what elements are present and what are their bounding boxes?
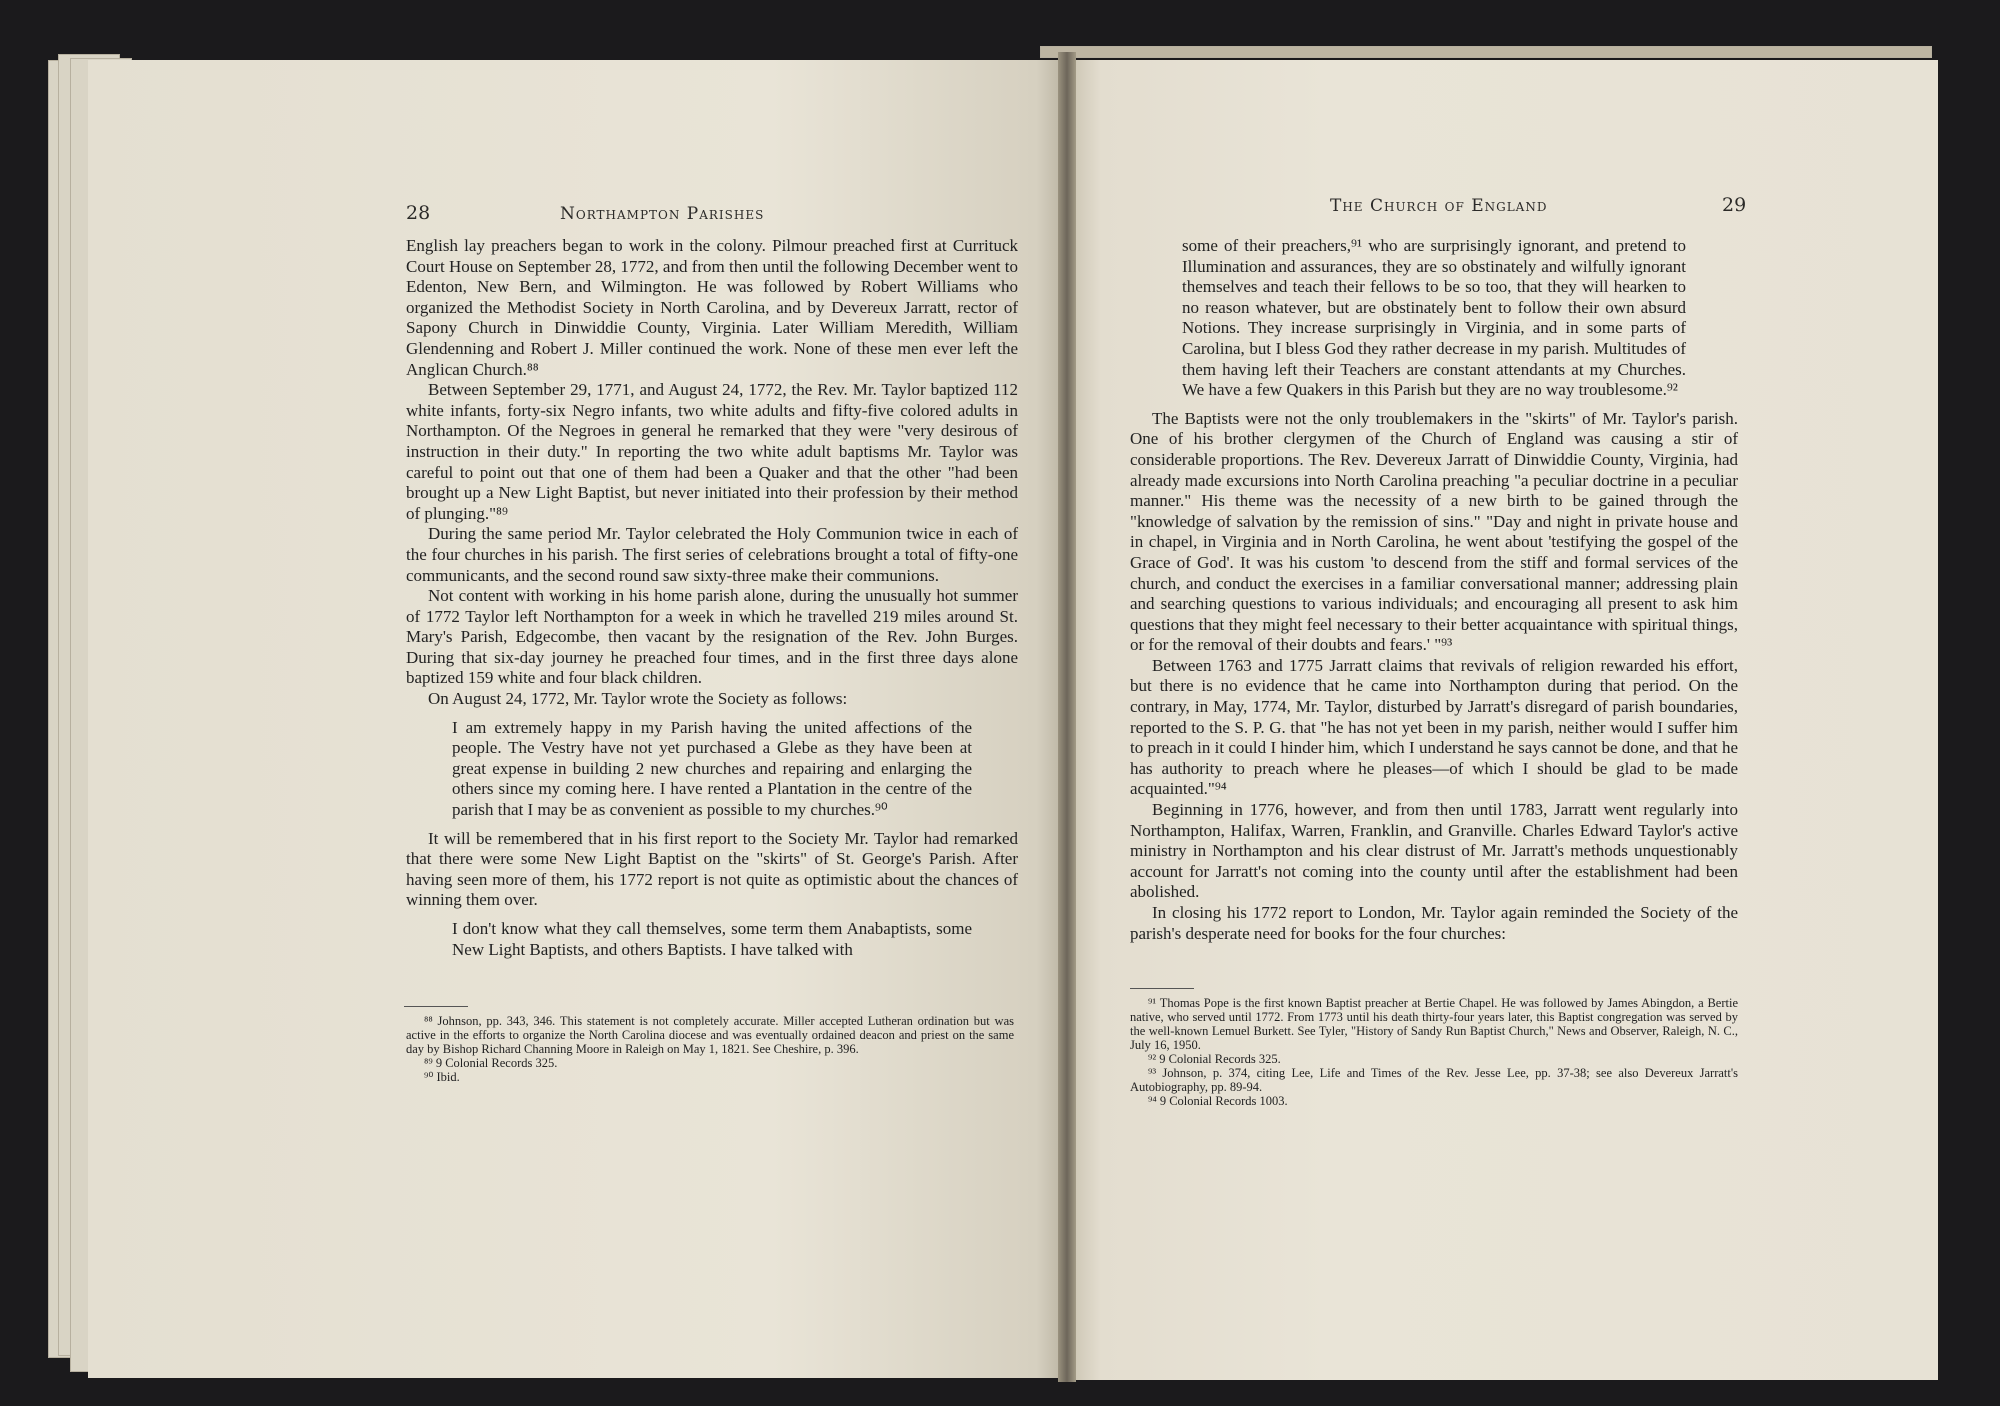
paragraph: During the same period Mr. Taylor celebrated the Holy Communion twice in each of the four churches in his parish. The first series of celebrations brought a total of fifty-one communicants, and the second round saw sixty-three make their communions.	[406, 524, 1018, 585]
footnote: ⁸⁸ Johnson, pp. 343, 346. This statement is not completely accurate. Miller accepted Lutheran ordination but was active in the efforts to organize the North Carolina diocese and was eventually ordained deacon and priest on the same day by Bishop Richard Channing Moore in Raleigh on May 1, 1821. See Cheshire, p. 396.	[406, 1014, 1014, 1056]
page-number: 29	[1722, 194, 1747, 216]
right-body-text	[1130, 236, 1738, 944]
paragraph: Between 1763 and 1775 Jarratt claims that revivals of religion rewarded his effort, but there is no evidence that he came into Northampton during that period. On the contrary, in May, 1774, Mr. Taylor, disturbed by Jarratt's disregard of parish boundaries, reported to the S. P. G. that "he has not yet been in my parish, neither would I suffer him to preach in it could I hinder him, which I understand he says cannot be done, and that he has authority to preach where he pleases—of which I should be glad to be made acquainted."⁹⁴	[1130, 655, 1738, 799]
right-footnotes	[1130, 996, 1738, 1108]
quote-text: some of their preachers,⁹¹ who are surprisingly ignorant, and pretend to Illumination and assurances, they are so obstinately and wilfully ignorant themselves and teach their fellows to be so too, that they will hearken to no reason whatever, but are obstinately bent to follow their own absurd Notions. They increase surprisingly in Virginia, and in some parts of Carolina, but I bless God they rather decrease in my parish. Multitudes of them having left their Teachers are constant attendants at my Churches. We have a few Quakers in this Parish but they are no way troublesome.⁹²	[1182, 236, 1686, 400]
block-quote	[452, 919, 972, 960]
block-quote	[1182, 236, 1686, 401]
quote-text: I am extremely happy in my Parish having the united affections of the people. The Vestry have not yet purchased a Glebe as they have been at great expense in building 2 new churches and repairing and enlarging the others since my coming here. I have rented a Plantation in the centre of the parish that I may be as convenient as possible to my churches.⁹⁰	[452, 717, 972, 820]
footnote: ⁹⁰ Ibid.	[424, 1070, 460, 1084]
footnote-rule	[404, 1006, 468, 1007]
paragraph: It will be remembered that in his first report to the Society Mr. Taylor had remarked that there were some New Light Baptist on the "skirts" of St. George's Parish. After having seen more of them, his 1772 report is not quite as optimistic about the chances of winning them over.	[406, 828, 1018, 910]
footnote: ⁹¹ Thomas Pope is the first known Baptist preacher at Bertie Chapel. He was followed by James Abingdon, a Bertie native, who served until 1772. From 1773 until his death thirty-four years later, this Baptist congregation was served by the well-known Lemuel Burkett. See Tyler, "History of Sandy Run Baptist Church," News and Observer, Raleigh, N. C., July 16, 1950.	[1130, 996, 1738, 1052]
paragraph: Beginning in 1776, however, and from then until 1783, Jarratt went regularly into Northampton, Halifax, Warren, Franklin, and Granville. Charles Edward Taylor's active ministry in Northampton and his clear distrust of Mr. Jarratt's methods unquestionably account for Jarratt's not coming into the county until after the establishment had been abolished.	[1130, 800, 1738, 902]
paragraph: Not content with working in his home parish alone, during the unusually hot summer of 1772 Taylor left Northampton for a week in which he travelled 219 miles around St. Mary's Parish, Edgecombe, then vacant by the resignation of the Rev. John Burges. During that six-day journey he preached four times, and in the first three days alone baptized 159 white and four black children.	[406, 586, 1018, 688]
book-spine	[1058, 52, 1076, 1382]
running-head: The Church of England	[1330, 196, 1548, 216]
quote-text: I don't know what they call themselves, some term them Anabaptists, some New Light Baptists, and others Baptists. I have talked with	[452, 919, 972, 959]
paragraph: On August 24, 1772, Mr. Taylor wrote the Society as follows:	[428, 689, 848, 709]
page-number: 28	[406, 202, 431, 224]
footnote: ⁹⁴ 9 Colonial Records 1003.	[1148, 1094, 1288, 1108]
running-head: Northampton Parishes	[560, 204, 765, 224]
paragraph: In closing his 1772 report to London, Mr. Taylor again reminded the Society of the parish's desperate need for books for the four churches:	[1130, 903, 1738, 943]
footnote: ⁹³ Johnson, p. 374, citing Lee, Life and Times of the Rev. Jesse Lee, pp. 37-38; see also Devereux Jarratt's Autobiography, pp. 89-94.	[1130, 1066, 1738, 1094]
left-footnotes	[406, 1014, 1014, 1084]
footnote: ⁹² 9 Colonial Records 325.	[1148, 1052, 1281, 1066]
left-body-text	[406, 236, 1018, 968]
footnote-rule	[1130, 988, 1194, 989]
block-quote	[452, 718, 972, 821]
top-page-edge	[1040, 46, 1932, 58]
paragraph: Between September 29, 1771, and August 24, 1772, the Rev. Mr. Taylor baptized 112 white infants, forty-six Negro infants, two white adults and fifty-five colored adults in Northampton. Of the Negroes in general he remarked that they were "very desirous of instruction in their duty." In reporting the two white adult baptisms Mr. Taylor was careful to point out that one of them had been a Quaker and that the other "had been brought up a New Light Baptist, but never initiated into their profession by their method of plunging."⁸⁹	[406, 380, 1018, 523]
paragraph: The Baptists were not the only troublemakers in the "skirts" of Mr. Taylor's parish. One of his brother clergymen of the Church of England was causing a stir of considerable proportions. The Rev. Devereux Jarratt of Dinwiddie County, Virginia, had already made excursions into North Carolina preaching "a peculiar doctrine in a peculiar manner." His theme was the necessity of a new birth to be gained through the "knowledge of salvation by the remission of sins." "Day and night in private house and in chapel, in Virginia and in North Carolina, he went about 'testifying the gospel of the Grace of God'. It was his custom 'to descend from the stiff and formal services of the church, and conduct the exercises in a familiar conversational manner; addressing plain and searching questions to various individuals; and encouraging all present to ask him questions that they might feel necessary to their better acquaintance with spiritual things, or for the removal of their doubts and fears.' "⁹³	[1130, 408, 1738, 655]
paragraph: English lay preachers began to work in the colony. Pilmour preached first at Currituck Court House on September 28, 1772, and from then until the following December went to Edenton, New Bern, and Wilmington. He was followed by Robert Williams who organized the Methodist Society in North Carolina, and by Devereux Jarratt, rector of Sapony Church in Dinwiddie County, Virginia. Later William Meredith, William Glendenning and Robert J. Miller continued the work. None of these men ever left the Anglican Church.⁸⁸	[406, 236, 1018, 379]
footnote: ⁸⁹ 9 Colonial Records 325.	[424, 1056, 558, 1070]
